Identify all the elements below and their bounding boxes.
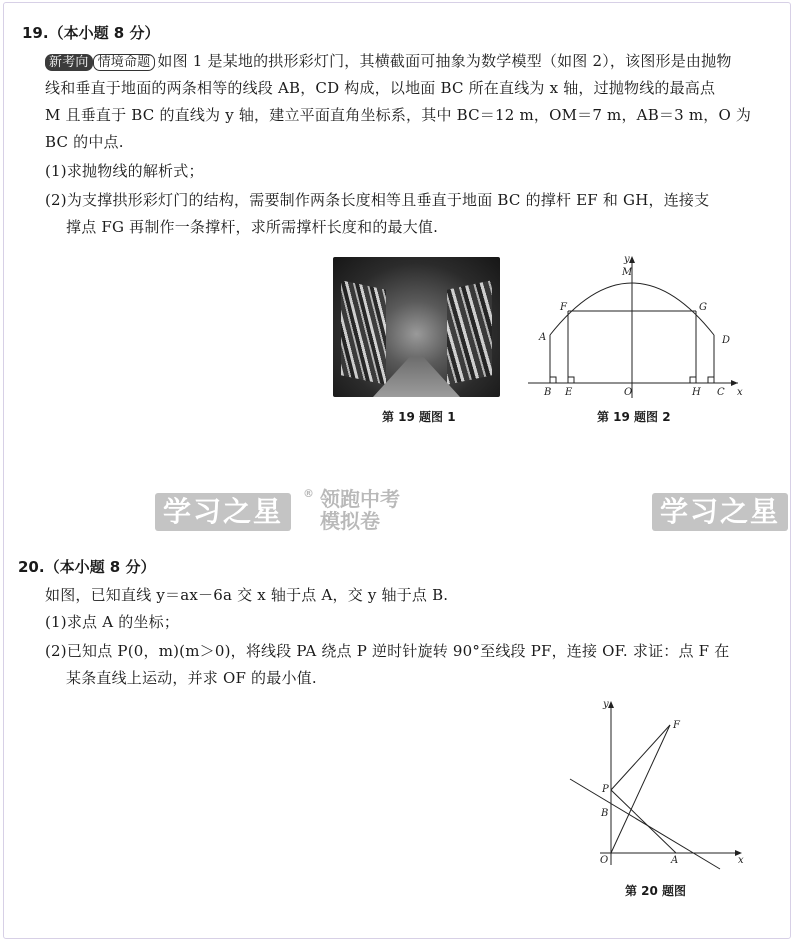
fig19-right-angle-H xyxy=(690,377,696,383)
q19-heading: 19.（本小题 8 分） xyxy=(22,24,160,42)
fig19-2-diagram xyxy=(520,250,750,405)
tag-new-direction: 新考向 xyxy=(45,54,93,71)
q20-part2a: (2)已知点 P(0，m)(m＞0)，将线段 PA 绕点 P 逆时针旋转 90°至线段 PF，连接 OF. 求证：点 F 在 xyxy=(45,642,730,660)
fig19-label-B: B xyxy=(544,387,552,398)
watermark-slogan-top: 领跑中考 xyxy=(320,487,400,511)
q19-part2b: 撑点 FG 再制作一条撑杆，求所需撑杆长度和的最大值. xyxy=(66,218,439,236)
q19-line1 xyxy=(45,50,732,71)
fig20-y-arrow xyxy=(608,701,614,708)
watermark-brand-right: 学习之星 xyxy=(652,493,788,531)
fig20-label-O: O xyxy=(600,855,609,866)
fig19-label-C: C xyxy=(717,387,725,398)
fig19-label-O: O xyxy=(624,387,633,398)
fig19-right-angle-C xyxy=(708,377,714,383)
fig20-caption: 第 20 题图 xyxy=(625,884,687,898)
q20-heading: 20.（本小题 8 分） xyxy=(18,558,156,576)
fig19-right-angle-E xyxy=(568,377,574,383)
fig19-label-M: M xyxy=(622,267,633,278)
fig20-line-AB xyxy=(570,779,720,869)
q19-part1: (1)求抛物线的解析式； xyxy=(45,162,204,180)
q19-line2: 线和垂直于地面的两条相等的线段 AB，CD 构成，以地面 BC 所在直线为 x 轴，过抛物线的最高点 xyxy=(45,79,716,97)
fig19-label-y: y xyxy=(624,254,630,265)
q19-line4: BC 的中点. xyxy=(45,133,124,151)
tag-scenario: 情境命题 xyxy=(93,54,156,71)
q19-text-1: 如图 1 是某地的拱形彩灯门，其横截面可抽象为数学模型（如图 2），该图形是由抛物 xyxy=(157,52,732,70)
fig20-label-P: P xyxy=(602,784,609,795)
fig19-y-arrow xyxy=(629,256,635,263)
watermark-brand-left: 学习之星 xyxy=(155,493,291,531)
watermark-registered-mark: ® xyxy=(303,487,314,500)
q19-line3: M 且垂直于 BC 的直线为 y 轴，建立平面直角坐标系，其中 BC＝12 m，OM＝7 m，AB＝3 m，O 为 xyxy=(45,106,752,124)
watermark-slogan-bottom: 模拟卷 xyxy=(320,509,380,533)
fig20-diagram xyxy=(560,693,760,873)
fig19-label-F: F xyxy=(560,302,567,313)
fig20-label-A: A xyxy=(671,855,679,866)
q20-part1: (1)求点 A 的坐标； xyxy=(45,613,180,631)
fig20-label-y: y xyxy=(603,699,609,710)
fig20-segment-PA xyxy=(611,790,676,853)
fig19-label-A: A xyxy=(539,332,547,343)
fig20-label-B: B xyxy=(601,808,609,819)
fig19-label-D: D xyxy=(722,335,731,346)
fig20-label-F: F xyxy=(673,720,680,731)
q19-part2a: (2)为支撑拱形彩灯门的结构，需要制作两条长度相等且垂直于地面 BC 的撑杆 EF 和 GH，连接支 xyxy=(45,191,710,209)
fig19-x-arrow xyxy=(731,380,738,386)
fig19-right-angle-B xyxy=(550,377,556,383)
q20-line1: 如图，已知直线 y＝ax－6a 交 x 轴于点 A，交 y 轴于点 B. xyxy=(45,586,449,604)
fig19-label-E: E xyxy=(565,387,573,398)
fig19-label-G: G xyxy=(699,302,707,313)
q20-part2b: 某条直线上运动，并求 OF 的最小值. xyxy=(66,669,317,687)
fig20-segment-PF xyxy=(611,725,670,790)
fig19-2-caption: 第 19 题图 2 xyxy=(597,410,671,424)
fig19-label-x: x xyxy=(737,387,743,398)
fig19-label-H: H xyxy=(692,387,701,398)
fig20-label-x: x xyxy=(738,855,744,866)
fig19-1-photo xyxy=(333,257,500,397)
fig19-1-caption: 第 19 题图 1 xyxy=(382,410,456,424)
